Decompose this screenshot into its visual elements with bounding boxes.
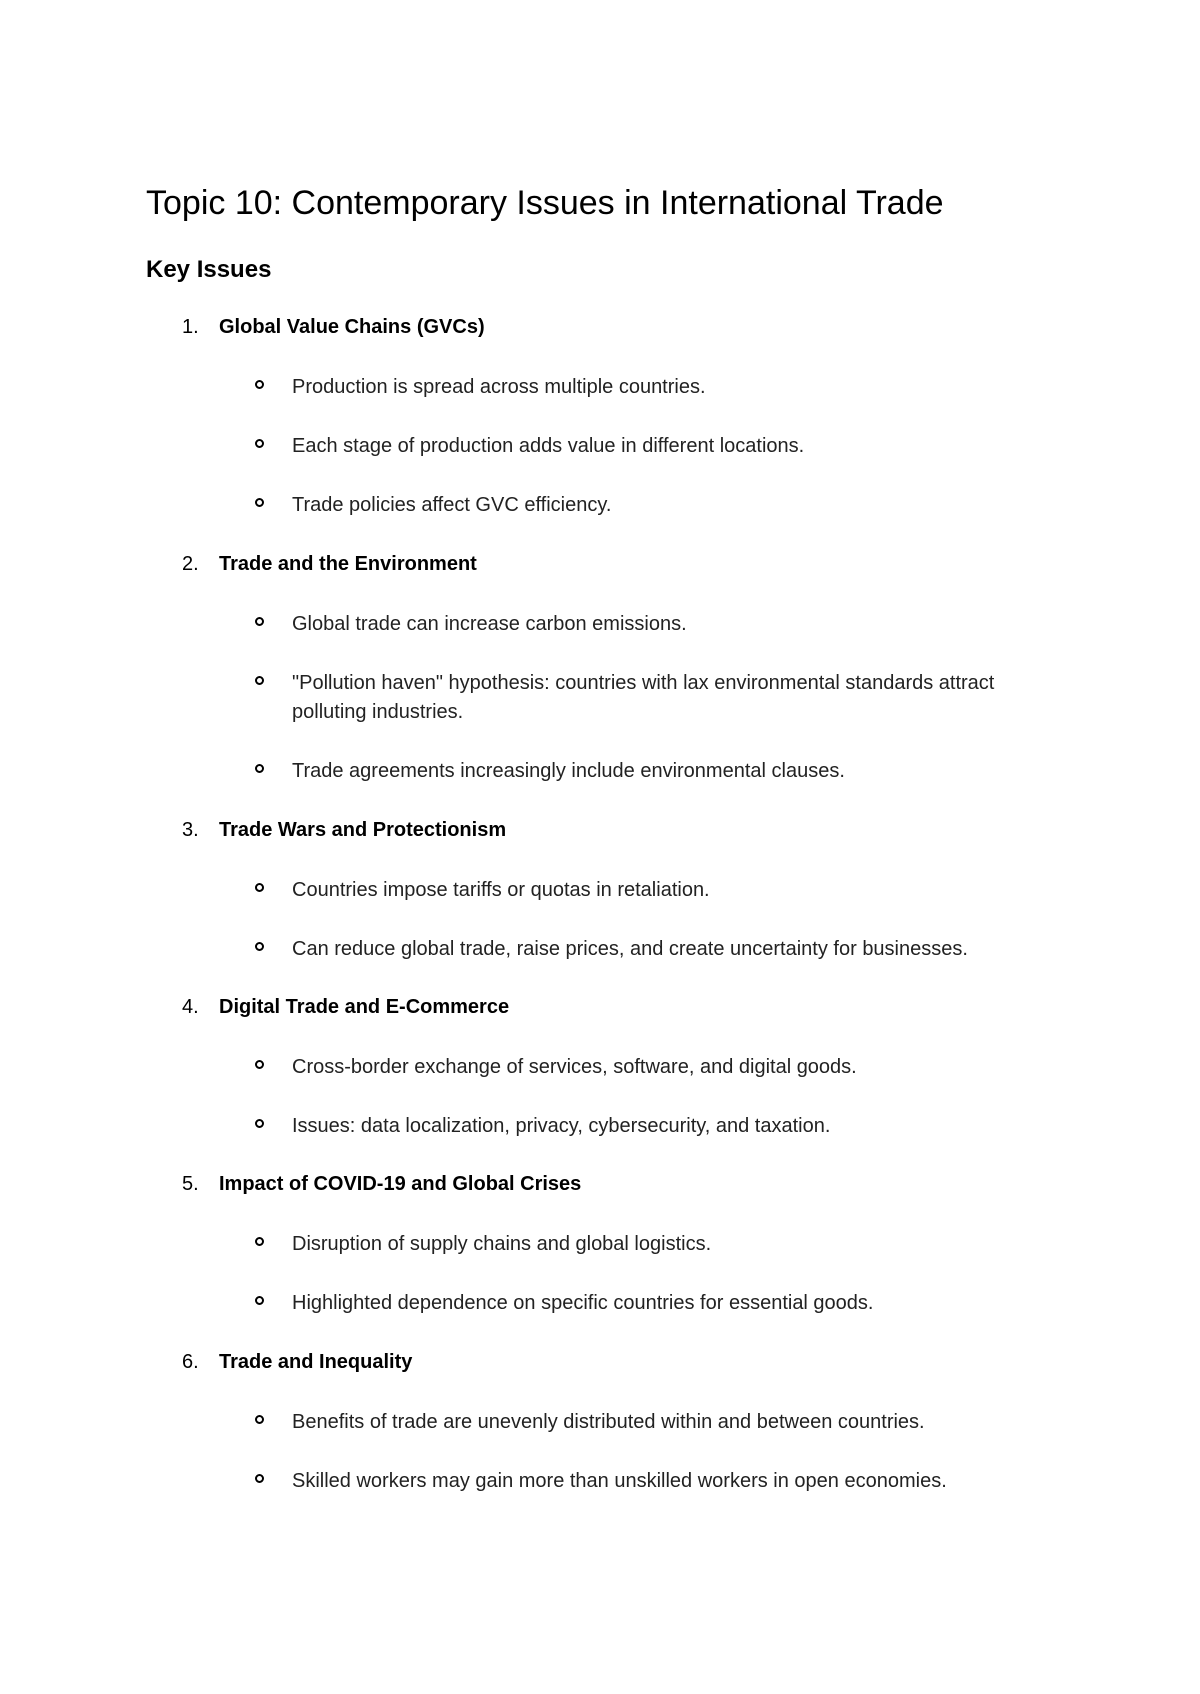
issue-heading [0, 551, 1200, 577]
section-heading: Key Issues [146, 256, 272, 283]
hollow-circle-bullet-icon [255, 439, 264, 448]
hollow-circle-bullet-icon [255, 764, 264, 773]
issue-number: 6. [182, 1351, 199, 1373]
issue-number: 2. [182, 553, 199, 575]
point-text: Global trade can increase carbon emissions. [292, 613, 687, 635]
point-text: Benefits of trade are unevenly distributed within and between countries. [292, 1411, 925, 1433]
point-text: Production is spread across multiple countries. [292, 376, 706, 398]
issue-heading [0, 994, 1200, 1020]
issue-number: 4. [182, 996, 199, 1018]
issue-heading [0, 314, 1200, 340]
issue-number: 1. [182, 316, 199, 338]
point-text: Each stage of production adds value in different locations. [292, 435, 805, 457]
issue-heading [0, 1171, 1200, 1197]
hollow-circle-bullet-icon [255, 617, 264, 626]
hollow-circle-bullet-icon [255, 942, 264, 951]
issue-number: 5. [182, 1173, 199, 1195]
hollow-circle-bullet-icon [255, 676, 264, 685]
issue-title: Digital Trade and E-Commerce [219, 996, 510, 1018]
hollow-circle-bullet-icon [255, 1119, 264, 1128]
hollow-circle-bullet-icon [255, 380, 264, 389]
point-text: Disruption of supply chains and global logistics. [292, 1233, 712, 1255]
hollow-circle-bullet-icon [255, 1060, 264, 1069]
page-title: Topic 10: Contemporary Issues in International Trade [146, 184, 944, 222]
issue-title: Trade and the Environment [219, 553, 477, 575]
point-text: Cross-border exchange of services, software, and digital goods. [292, 1056, 857, 1078]
issue-title: Trade and Inequality [219, 1351, 413, 1373]
point-text: Highlighted dependence on specific countries for essential goods. [292, 1292, 874, 1314]
hollow-circle-bullet-icon [255, 1474, 264, 1483]
issue-heading [0, 1349, 1200, 1375]
point-text: Trade agreements increasingly include environmental clauses. [292, 760, 845, 782]
point-text: Issues: data localization, privacy, cybersecurity, and taxation. [292, 1115, 831, 1137]
issue-title: Global Value Chains (GVCs) [219, 316, 485, 338]
issue-heading [0, 817, 1200, 843]
point-text: Skilled workers may gain more than unskilled workers in open economies. [292, 1470, 947, 1492]
issue-number: 3. [182, 819, 199, 841]
hollow-circle-bullet-icon [255, 1237, 264, 1246]
hollow-circle-bullet-icon [255, 883, 264, 892]
point-text: Trade policies affect GVC efficiency. [292, 494, 612, 516]
hollow-circle-bullet-icon [255, 498, 264, 507]
hollow-circle-bullet-icon [255, 1296, 264, 1305]
issue-title: Impact of COVID-19 and Global Crises [219, 1173, 582, 1195]
point-text: "Pollution haven" hypothesis: countries with lax environmental standards attract polluting industries. [292, 672, 995, 723]
issue-title: Trade Wars and Protectionism [219, 819, 507, 841]
hollow-circle-bullet-icon [255, 1415, 264, 1424]
point-text: Can reduce global trade, raise prices, and create uncertainty for businesses. [292, 938, 968, 960]
point-text: Countries impose tariffs or quotas in retaliation. [292, 879, 710, 901]
